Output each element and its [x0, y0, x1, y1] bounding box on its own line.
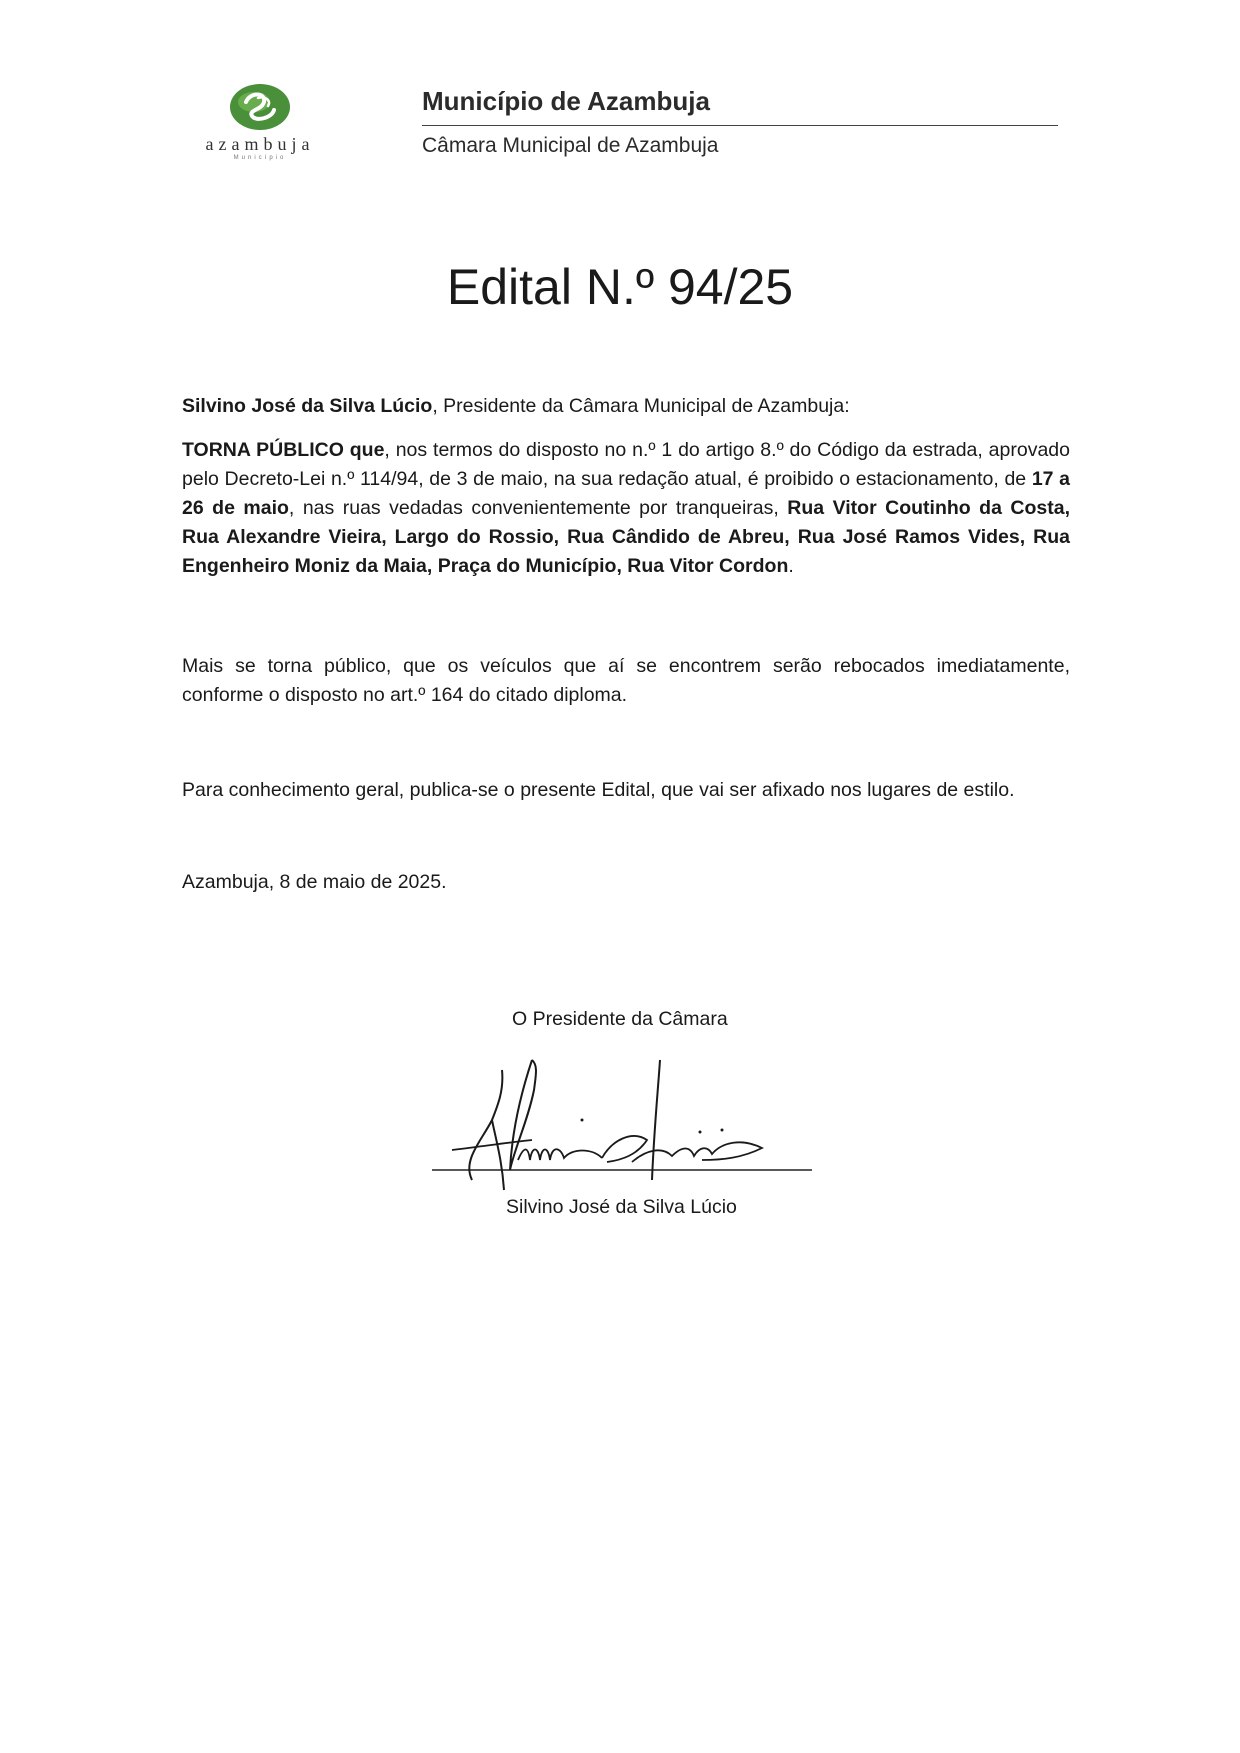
intro-text: , Presidente da Câmara Municipal de Azambuja: — [432, 395, 850, 417]
logo-wordmark: azambuja — [205, 134, 315, 154]
signature-role: O Presidente da Câmara — [512, 1008, 728, 1030]
announcement-lead: TORNA PÚBLICO que — [182, 439, 385, 461]
handwritten-signature — [432, 1050, 852, 1200]
president-name: Silvino José da Silva Lúcio — [182, 395, 433, 417]
restriction-dates: 17 a 26 de maio — [182, 468, 1070, 519]
main-text-end: . — [788, 555, 794, 577]
main-text-1: , nos termos do disposto no n.º 1 do artigo 8.º do Código da estrada, aprovado pelo Decreto-Lei n.º 114/94, de 3 de maio, na sua redação atual, é proibido o estacionamento, de — [182, 439, 1070, 490]
place-date: Azambuja, 8 de maio de 2025. — [182, 871, 447, 893]
org-subtitle: Câmara Municipal de Azambuja — [422, 134, 719, 157]
document-title: Edital N.º 94/25 — [446, 259, 794, 315]
azambuja-emblem-icon — [228, 82, 292, 132]
intro-paragraph — [182, 392, 1070, 421]
main-paragraph — [182, 436, 1070, 581]
organization-header — [422, 86, 1058, 158]
logo-subtitle: Município — [233, 155, 287, 161]
municipality-logo — [190, 82, 330, 172]
street-list: Rua Vitor Coutinho da Costa, Rua Alexandre Vieira, Largo do Rossio, Rua Cândido de Abreu, Rua José Ramos Vides, Rua Engenheiro Moniz da Maia, Praça do Município, Rua Vitor Cordon — [182, 497, 1071, 577]
towing-paragraph: Mais se torna público, que os veículos que aí se encontrem serão rebocados imediatamente, conforme o disposto no art.º 164 do citado diploma. — [182, 655, 1070, 706]
main-text-2: , nas ruas vedadas convenientemente por tranqueiras, — [288, 497, 788, 519]
signatory-name: Silvino José da Silva Lúcio — [506, 1196, 737, 1218]
org-title: Município de Azambuja — [422, 86, 1058, 126]
notice-paragraph: Para conhecimento geral, publica-se o presente Edital, que vai ser afixado nos lugares de estilo. — [182, 779, 1015, 801]
